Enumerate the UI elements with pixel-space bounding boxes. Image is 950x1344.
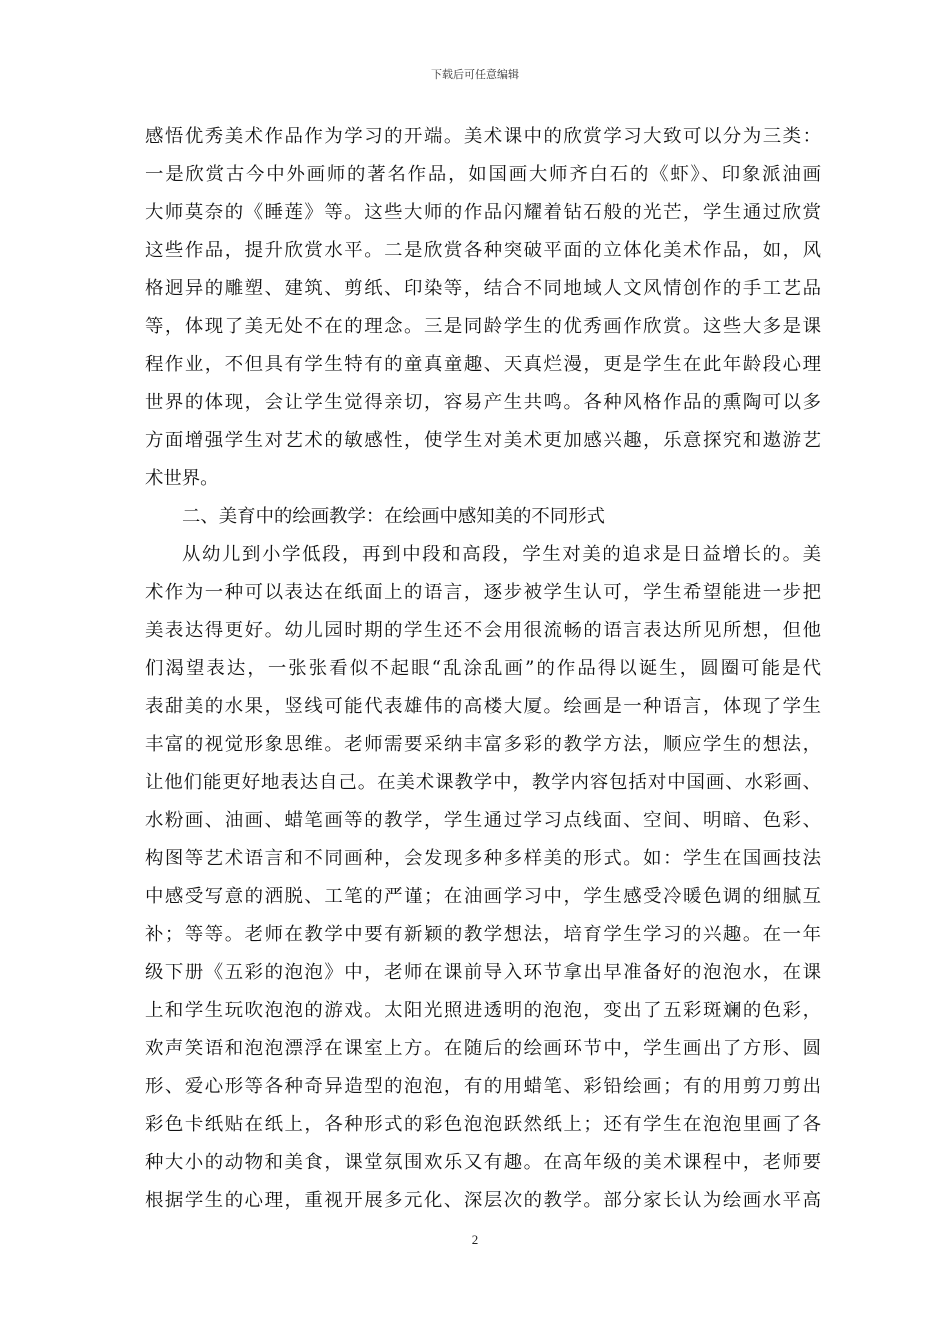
page-header: 下载后可任意编辑 — [431, 68, 519, 81]
text-line: 二、美育中的绘画教学：在绘画中感知美的不同形式 — [182, 506, 605, 527]
text-line: 美表达得更好。幼儿园时期的学生还不会用很流畅的语言表达所见所想，但他 — [145, 620, 821, 641]
text-line: 表甜美的水果，竖线可能代表雄伟的高楼大厦。绘画是一种语言，体现了学生 — [145, 696, 821, 717]
text-line: 程作业，不但具有学生特有的童真童趣、天真烂漫，更是学生在此年龄段心理 — [145, 354, 821, 375]
text-line: 一是欣赏古今中外画师的著名作品，如国画大师齐白石的《虾》、印象派油画 — [145, 164, 821, 185]
text-line: 彩色卡纸贴在纸上，各种形式的彩色泡泡跃然纸上；还有学生在泡泡里画了各 — [145, 1114, 821, 1135]
text-line: 级下册《五彩的泡泡》中，老师在课前导入环节拿出早准备好的泡泡水，在课 — [145, 962, 821, 983]
text-line: 术世界。 — [145, 468, 219, 489]
text-line: 大师莫奈的《睡莲》等。这些大师的作品闪耀着钻石般的光芒，学生通过欣赏 — [145, 202, 821, 223]
text-line: 形、爱心形等各种奇异造型的泡泡，有的用蜡笔、彩铅绘画；有的用剪刀剪出 — [145, 1076, 821, 1097]
text-line: 世界的体现，会让学生觉得亲切，容易产生共鸣。各种风格作品的熏陶可以多 — [145, 392, 821, 413]
text-line: 根据学生的心理，重视开展多元化、深层次的教学。部分家长认为绘画水平高 — [145, 1190, 821, 1211]
text-line: 感悟优秀美术作品作为学习的开端。美术课中的欣赏学习大致可以分为三类： — [145, 126, 821, 147]
text-line: 水粉画、油画、蜡笔画等的教学，学生通过学习点线面、空间、明暗、色彩、 — [145, 810, 821, 831]
page-number: 2 — [471, 1232, 479, 1247]
text-line: 术作为一种可以表达在纸面上的语言，逐步被学生认可，学生希望能进一步把 — [145, 582, 821, 603]
text-line: 这些作品，提升欣赏水平。二是欣赏各种突破平面的立体化美术作品，如，风 — [145, 240, 821, 261]
text-line: 上和学生玩吹泡泡的游戏。太阳光照进透明的泡泡，变出了五彩斑斓的色彩， — [145, 1000, 821, 1021]
document-body — [145, 118, 821, 1220]
text-line: 中感受写意的洒脱、工笔的严谨；在油画学习中，学生感受冷暖色调的细腻互 — [145, 886, 821, 907]
text-line: 种大小的动物和美食，课堂氛围欢乐又有趣。在高年级的美术课程中，老师要 — [145, 1152, 821, 1173]
text-line: 方面增强学生对艺术的敏感性，使学生对美术更加感兴趣，乐意探究和遨游艺 — [145, 430, 821, 451]
text-line: 构图等艺术语言和不同画种，会发现多种多样美的形式。如：学生在国画技法 — [145, 848, 821, 869]
text-line: 等，体现了美无处不在的理念。三是同龄学生的优秀画作欣赏。这些大多是课 — [145, 316, 821, 337]
text-line: 欢声笑语和泡泡漂浮在课室上方。在随后的绘画环节中，学生画出了方形、圆 — [145, 1038, 821, 1059]
text-line: 格迥异的雕塑、建筑、剪纸、印染等，结合不同地域人文风情创作的手工艺品 — [145, 278, 821, 299]
text-line: 从幼儿到小学低段，再到中段和高段，学生对美的追求是日益增长的。美 — [182, 544, 821, 565]
text-line: 补；等等。老师在教学中要有新颖的教学想法，培育学生学习的兴趣。在一年 — [145, 924, 821, 945]
text-line: 让他们能更好地表达自己。在美术课教学中，教学内容包括对中国画、水彩画、 — [145, 772, 821, 793]
text-line: 们渴望表达，一张张看似不起眼“乱涂乱画”的作品得以诞生，圆圈可能是代 — [145, 658, 821, 679]
text-line: 丰富的视觉形象思维。老师需要采纳丰富多彩的教学方法，顺应学生的想法， — [145, 734, 821, 755]
